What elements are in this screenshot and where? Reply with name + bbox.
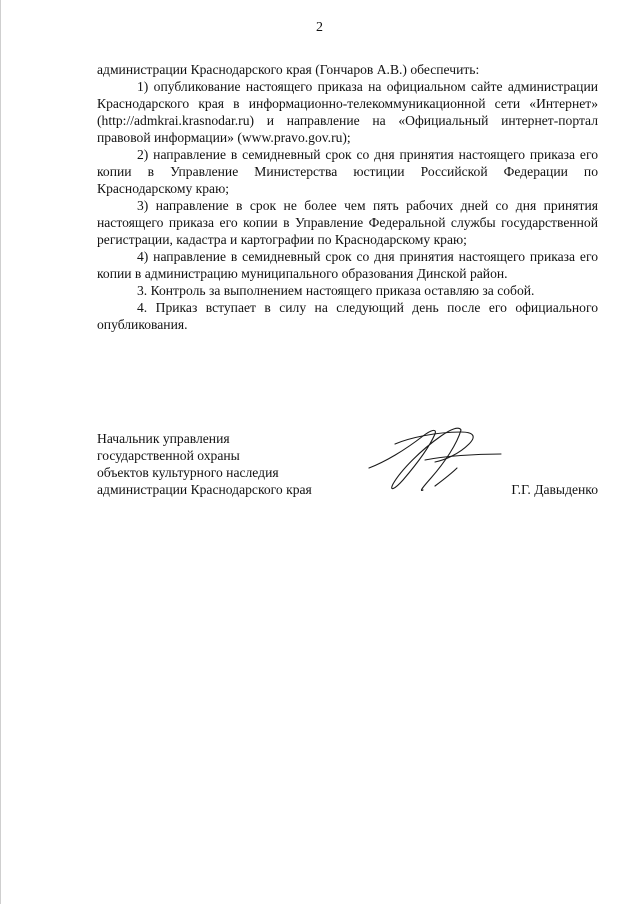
- position-line: государственной охраны: [97, 448, 240, 463]
- signature-block: [97, 430, 598, 510]
- position-line: объектов культурного наследия: [97, 465, 279, 480]
- paragraph-clause-4: 4. Приказ вступает в силу на следующий день после его официального опубликования.: [97, 300, 598, 332]
- page-edge: [0, 0, 1, 904]
- signer-position: [97, 430, 312, 498]
- paragraph-item-4: 4) направление в семидневный срок со дня принятия настоящего приказа его копии в администрацию муниципального образования Динской район.: [97, 249, 598, 281]
- paragraph-item-3: 3) направление в срок не более чем пять рабочих дней со дня принятия настоящего приказа его копии в Управление Федеральной службы государственной регистрации, кадастра и картографии по Краснодарскому краю;: [97, 198, 598, 247]
- handwritten-signature: [365, 420, 505, 500]
- position-line: Начальник управления: [97, 431, 230, 446]
- paragraph-item-2: 2) направление в семидневный срок со дня принятия настоящего приказа его копии в Управление Министерства юстиции Российской Федерации по Краснодарскому краю;: [97, 147, 598, 196]
- page-number: 2: [316, 20, 323, 35]
- position-line: администрации Краснодарского края: [97, 482, 312, 497]
- paragraph-item-1: 1) опубликование настоящего приказа на официальном сайте администрации Краснодарского края в информационно-телекоммуникационной сети «Интернет» (http://admkrai.krasnodar.ru) и направление на «Официальный интернет-портал правовой информации» (www.pravo.gov.ru);: [97, 79, 598, 145]
- signer-name: Г.Г. Давыденко: [511, 482, 598, 497]
- document-body: [97, 61, 598, 333]
- paragraph-clause-3: 3. Контроль за выполнением настоящего приказа оставляю за собой.: [137, 283, 535, 298]
- paragraph-intro: администрации Краснодарского края (Гончаров А.В.) обеспечить:: [97, 62, 480, 77]
